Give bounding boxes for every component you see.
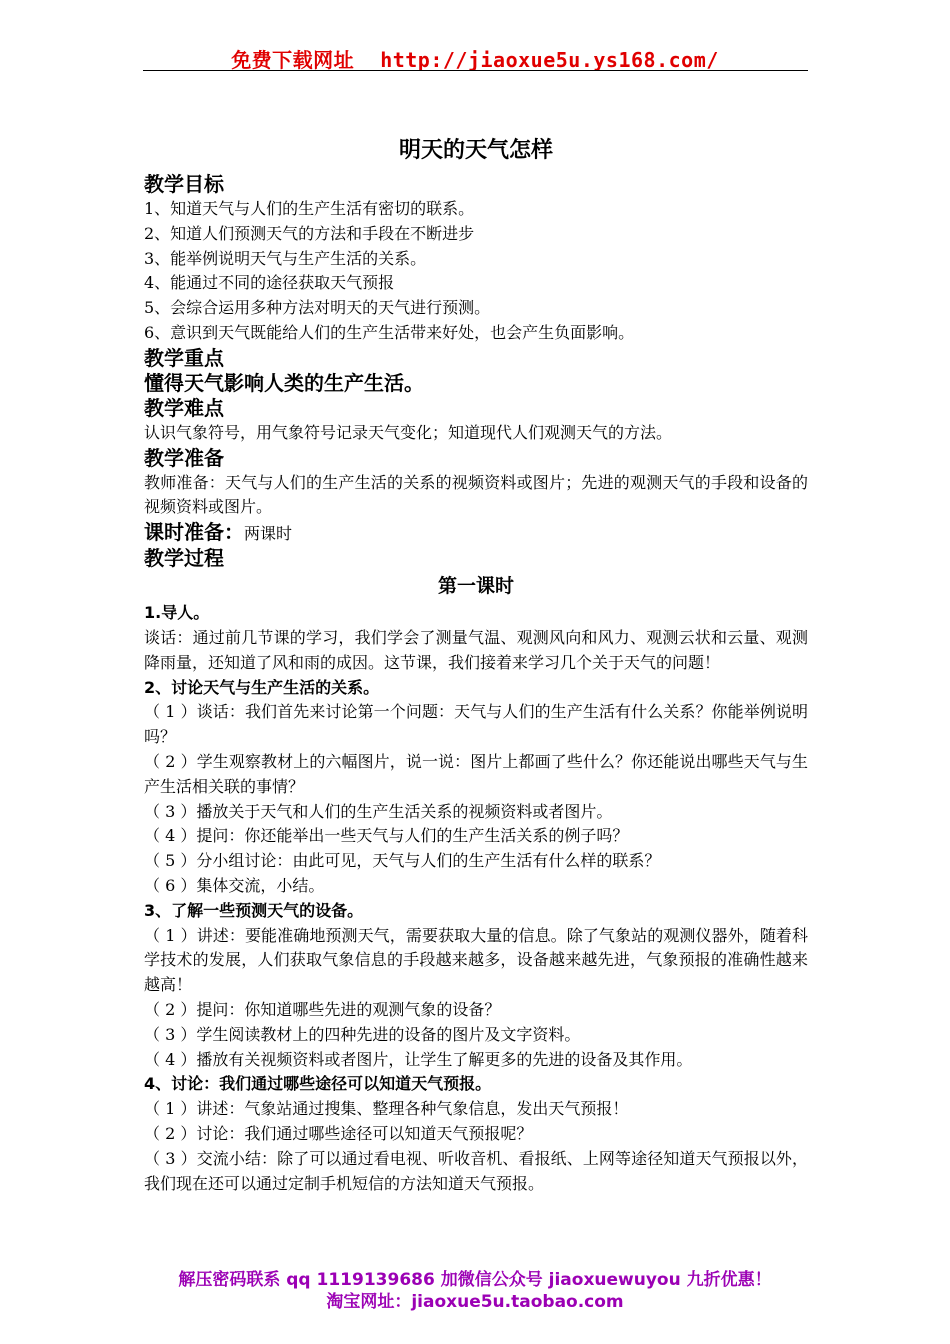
- header-label: 免费下载网址: [231, 48, 355, 72]
- header-url[interactable]: http://jiaoxue5u.ys168.com/: [380, 48, 719, 72]
- goal-item: 3、能举例说明天气与生产生活的关系。: [144, 248, 427, 268]
- footer-shop-link[interactable]: 淘宝网址：jiaoxue5u.taobao.com: [326, 1292, 624, 1312]
- difficulty-heading: 教学难点: [144, 395, 224, 420]
- period-value: 两课时: [244, 524, 293, 544]
- difficulty-text: 认识气象符号，用气象符号记录天气变化；知道现代人们观测天气的方法。: [144, 422, 673, 442]
- list-item: （ 2 ）学生观察教材上的六幅图片，说一说：图片上都画了些什么？你还能说出哪些天气与生产生活相关联的事情？: [144, 751, 808, 796]
- goal-item: 5、会综合运用多种方法对明天的天气进行预测。: [144, 298, 491, 318]
- prep-text: 教师准备：天气与人们的生产生活的关系的视频资料或图片；先进的观测天气的手段和设备的视频资料或图片。: [144, 472, 808, 517]
- list-item: （ 3 ）交流小结：除了可以通过看电视、听收音机、看报纸、上网等途径知道天气预报以外，我们现在还可以通过定制手机短信的方法知道天气预报。: [144, 1148, 808, 1193]
- section-heading: 4、讨论：我们通过哪些途径可以知道天气预报。: [144, 1074, 492, 1094]
- list-item: （ 5 ）分小组讨论：由此可见，天气与人们的生产生活有什么样的联系？: [144, 851, 661, 871]
- key-heading: 教学重点: [144, 345, 224, 370]
- list-item: （ 3 ）学生阅读教材上的四种先进的设备的图片及文字资料。: [144, 1024, 581, 1044]
- list-item: （ 6 ）集体交流，小结。: [144, 875, 325, 895]
- list-item: （ 3 ）播放关于天气和人们的生产生活关系的视频资料或者图片。: [144, 801, 613, 821]
- page-title: 明天的天气怎样: [398, 137, 553, 163]
- section-heading: 2、讨论天气与生产生活的关系。: [144, 677, 380, 697]
- key-text: 懂得天气影响人类的生产生活。: [144, 370, 424, 395]
- page-header: [0, 44, 950, 73]
- document-body: [144, 134, 808, 1196]
- list-item: （ 1 ）谈话：我们首先来讨论第一个问题：天气与人们的生产生活有什么关系？你能举例说明吗？: [144, 702, 808, 747]
- list-item: （ 4 ）提问：你还能举出一些天气与人们的生产生活关系的例子吗？: [144, 826, 629, 846]
- goal-item: 6、意识到天气既能给人们的生产生活带来好处，也会产生负面影响。: [144, 322, 635, 342]
- prep-heading: 教学准备: [144, 445, 224, 470]
- section-heading: 1.导人。: [144, 603, 210, 623]
- process-heading: 教学过程: [144, 546, 224, 571]
- list-item: （ 4 ）播放有关视频资料或者图片，让学生了解更多的先进的设备及其作用。: [144, 1049, 693, 1069]
- period-line: [144, 520, 808, 546]
- session-title: 第一课时: [437, 575, 514, 598]
- list-item: （ 2 ）讨论：我们通过哪些途径可以知道天气预报呢？: [144, 1123, 533, 1143]
- section-text: 谈话：通过前几节课的学习，我们学会了测量气温、观测风向和风力、观测云状和云量、观测降雨量，还知道了风和雨的成因。这节课，我们接着来学习几个关于天气的问题！: [144, 627, 808, 672]
- section-heading: 3、了解一些预测天气的设备。: [144, 900, 364, 920]
- goals-heading: 教学目标: [144, 172, 224, 196]
- footer-contact: 解压密码联系 qq 1119139686 加微信公众号 jiaoxuewuyou 九折优惠！: [178, 1270, 772, 1290]
- list-item: （ 1 ）讲述：气象站通过搜集、整理各种气象信息，发出天气预报！: [144, 1099, 629, 1119]
- period-heading: 课时准备：: [144, 520, 244, 545]
- goal-item: 4、能通过不同的途径获取天气预报: [144, 273, 395, 293]
- header-divider: [143, 70, 808, 71]
- goal-item: 1、知道天气与人们的生产生活有密切的联系。: [144, 199, 475, 218]
- goal-item: 2、知道人们预测天气的方法和手段在不断进步: [144, 223, 475, 243]
- list-item: （ 1 ）讲述：要能准确地预测天气，需要获取大量的信息。除了气象站的观测仪器外，随着科学技术的发展，人们获取气象信息的手段越来越多，设备越来越先进，气象预报的准确性越来越高！: [144, 925, 808, 995]
- list-item: （ 2 ）提问：你知道哪些先进的观测气象的设备？: [144, 999, 501, 1019]
